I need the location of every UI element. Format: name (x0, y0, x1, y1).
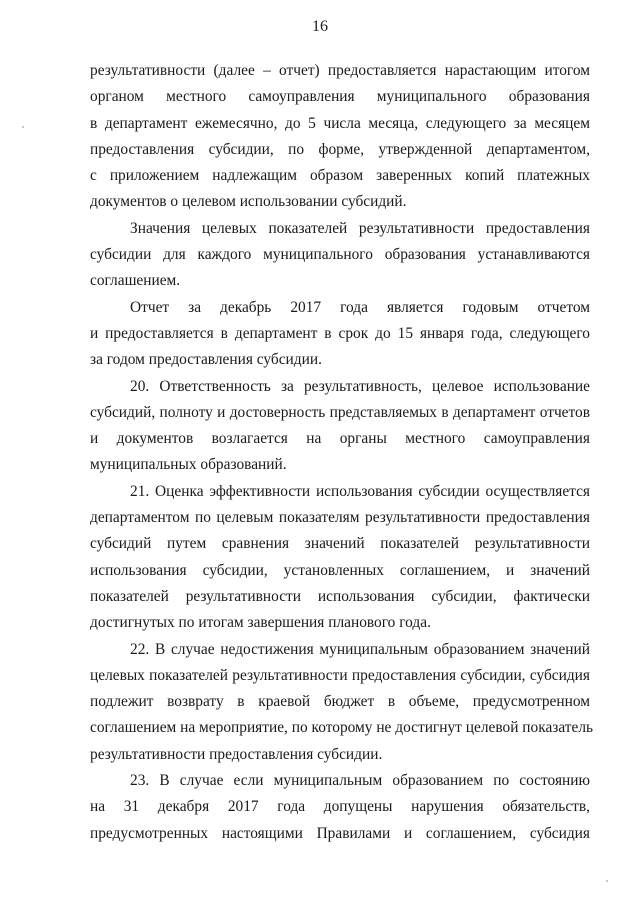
paragraph (90, 216, 590, 295)
text-line: подлежит возврату в краевой бюджет в объеме, предусмотренном (90, 693, 590, 711)
text-line: использования субсидии, установленных соглашением, и значений (90, 561, 590, 579)
paragraph (90, 374, 590, 479)
text-line: предусмотренных настоящими Правилами и соглашением, субсидия (90, 824, 590, 842)
text-line: и предоставляется в департамент в срок до 15 января года, следующего (90, 324, 590, 342)
paragraph (90, 637, 594, 768)
paragraph (90, 58, 590, 216)
text-line: и документов возлагается на органы местного самоуправления (90, 430, 590, 448)
text-line: муниципальных образований. (90, 456, 287, 474)
text-line: с приложением надлежащим образом заверенных копий платежных (90, 167, 590, 185)
text-line: на 31 декабря 2017 года допущены нарушения обязательств, (90, 798, 590, 816)
text-line: за годом предоставления субсидии. (90, 351, 322, 369)
text-line: соглашением на мероприятие, по которому не достигнут целевой показатель (90, 719, 594, 737)
text-line: Отчет за декабрь 2017 года является годовым отчетом (130, 298, 590, 316)
text-line: субсидии для каждого муниципального образования устанавливаются (90, 246, 590, 264)
text-line: 20. Ответственность за результативность, целевое использование (130, 377, 590, 395)
text-line: предоставления субсидии, по форме, утвержденной департаментом, (90, 140, 590, 158)
text-line: 21. Оценка эффективности использования субсидии осуществляется (130, 482, 590, 500)
text-line: достигнутых по итогам завершения планового года. (90, 614, 431, 632)
text-line: субсидий путем сравнения значений показателей результативности (90, 535, 590, 553)
text-line: 23. В случае если муниципальным образованием по состоянию (130, 772, 590, 790)
text-line: результативности (далее – отчет) предоставляется нарастающим итогом (90, 62, 590, 79)
scan-speck (606, 880, 608, 882)
text-line: документов о целевом использовании субсидий. (90, 193, 407, 211)
paragraph (90, 768, 590, 847)
text-line: департаментом по целевым показателям результативности предоставления (90, 509, 590, 527)
paragraph (90, 479, 590, 637)
text-line: Значения целевых показателей результативности предоставления (130, 219, 590, 237)
page-number: 16 (312, 18, 328, 35)
text-line: результативности предоставления субсидии. (90, 745, 383, 763)
text-line: показателей результативности использования субсидии, фактически (90, 587, 590, 605)
scan-speck (22, 126, 24, 128)
text-line: органом местного самоуправления муниципального образования (90, 88, 590, 106)
text-line: 22. В случае недостижения муниципальным образованием значений (130, 640, 590, 658)
text-line: соглашением. (90, 272, 181, 290)
document-body (90, 58, 594, 847)
text-line: субсидий, полноту и достоверность представляемых в департамент отчетов (90, 403, 590, 421)
text-line: в департамент ежемесячно, до 5 числа месяца, следующего за месяцем (90, 114, 590, 132)
text-line: целевых показателей результативности предоставления субсидии, субсидия (90, 666, 590, 684)
paragraph (90, 295, 590, 374)
